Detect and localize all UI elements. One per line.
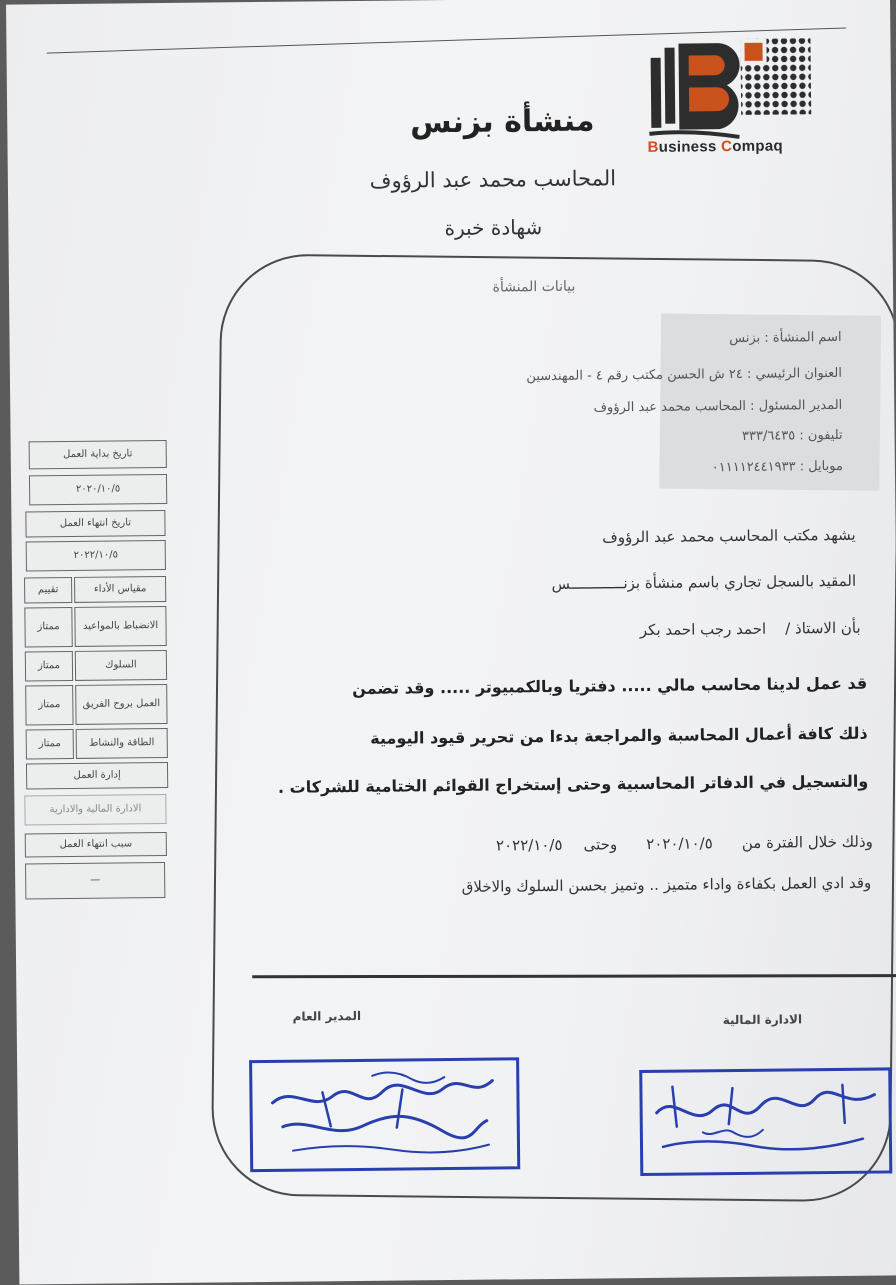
- logo-wordmark: [647, 137, 817, 156]
- department-label: إدارة العمل: [26, 762, 168, 789]
- document-title: شهادة خبرة: [444, 215, 543, 241]
- criterion-cell: العمل بروح الفريق: [75, 684, 167, 725]
- rating-cell: ممتاز: [25, 651, 73, 682]
- logo-text-a: usiness: [658, 138, 722, 156]
- finance-dept-label: الادارة المالية: [722, 1012, 803, 1028]
- certificate-intro: يشهد مكتب المحاسب محمد عبد الرؤوف: [602, 525, 856, 547]
- period-mid: وحتى: [583, 835, 618, 854]
- general-manager-stamp: [249, 1057, 520, 1172]
- facility-line: المدير المسئول : المحاسب محمد عبد الرؤوف: [593, 397, 843, 416]
- certificate-registry: المقيد بالسجل تجاري باسم منشأة بزنــــــــــــس: [551, 571, 857, 593]
- criteria-header: مقياس الأداء: [74, 576, 166, 603]
- period-line: [496, 832, 873, 855]
- facility-line: العنوان الرئيسي : ٢٤ ش الحسن مكتب رقم ٤ - المهندسين: [526, 365, 843, 385]
- logo-text-b: ompaq: [732, 137, 784, 156]
- rating-cell: ممتاز: [24, 607, 72, 648]
- logo-letter-b: B: [647, 138, 659, 156]
- person-label: بأن الاستاذ /: [785, 618, 861, 638]
- criterion-cell: الطاقة والنشاط: [76, 728, 168, 759]
- end-date-value: ٢٠٢٢/١٠/٥: [26, 540, 166, 571]
- facility-line: موبايل : ٠١١١١٢٤٤١٩٣٣: [711, 458, 843, 476]
- paragraph-2: ذلك كافة أعمال المحاسبة والمراجعة بدءا من تحرير قيود اليومية: [370, 723, 868, 748]
- period-to: ٢٠٢٢/١٠/٥: [495, 835, 563, 855]
- facility-line: تليفون : ٣٣٣/٦٤٣٥: [741, 427, 843, 444]
- paragraph-3: والتسجيل في الدفاتر المحاسبية وحتى إستخراج القوائم الختامية للشركات .: [277, 771, 869, 797]
- logo-letter-c: C: [721, 138, 733, 156]
- rating-cell: ممتاز: [26, 729, 74, 760]
- employee-evaluation-table: [21, 440, 176, 886]
- department-value: الادارة المالية والادارية: [24, 794, 166, 825]
- rating-cell: ممتاز: [25, 685, 73, 726]
- criterion-cell: السلوك: [75, 650, 167, 681]
- hire-date-label: تاريخ بداية العمل: [29, 440, 167, 469]
- facility-section-title: بيانات المنشأة: [492, 278, 576, 296]
- finance-dept-stamp: [639, 1067, 892, 1176]
- person-name: احمد رجب احمد بكر: [639, 619, 767, 640]
- period-from: ٢٠٢٠/١٠/٥: [646, 834, 713, 853]
- end-date-label: تاريخ انتهاء العمل: [25, 510, 165, 537]
- rating-header: تقييم: [24, 577, 72, 604]
- accountant-name: المحاسب محمد عبد الرؤوف: [369, 166, 617, 193]
- company-name: منشأة بزنس: [409, 103, 595, 141]
- facility-line: اسم المنشأة : بزنس: [729, 329, 842, 347]
- end-reason-value: —: [25, 862, 165, 899]
- certificate-paper: [6, 0, 896, 1285]
- period-label: وذلك خلال الفترة من: [741, 832, 873, 852]
- criterion-cell: الانضباط بالمواعيد: [74, 606, 166, 647]
- general-manager-label: المدير العام: [292, 1008, 362, 1024]
- closing-line: وقد ادي العمل بكفاءة واداء متميز .. وتميز بحسن السلوك والاخلاق: [461, 873, 872, 896]
- end-reason-label: سبب انتهاء العمل: [25, 832, 167, 857]
- hire-date-value: ٢٠٢٠/١٠/٥: [29, 474, 167, 505]
- paragraph-1: قد عمل لدينا محاسب مالي ..... دفتريا وبالكمبيوتر ..... وقد تضمن: [352, 673, 868, 699]
- person-line: [640, 618, 861, 639]
